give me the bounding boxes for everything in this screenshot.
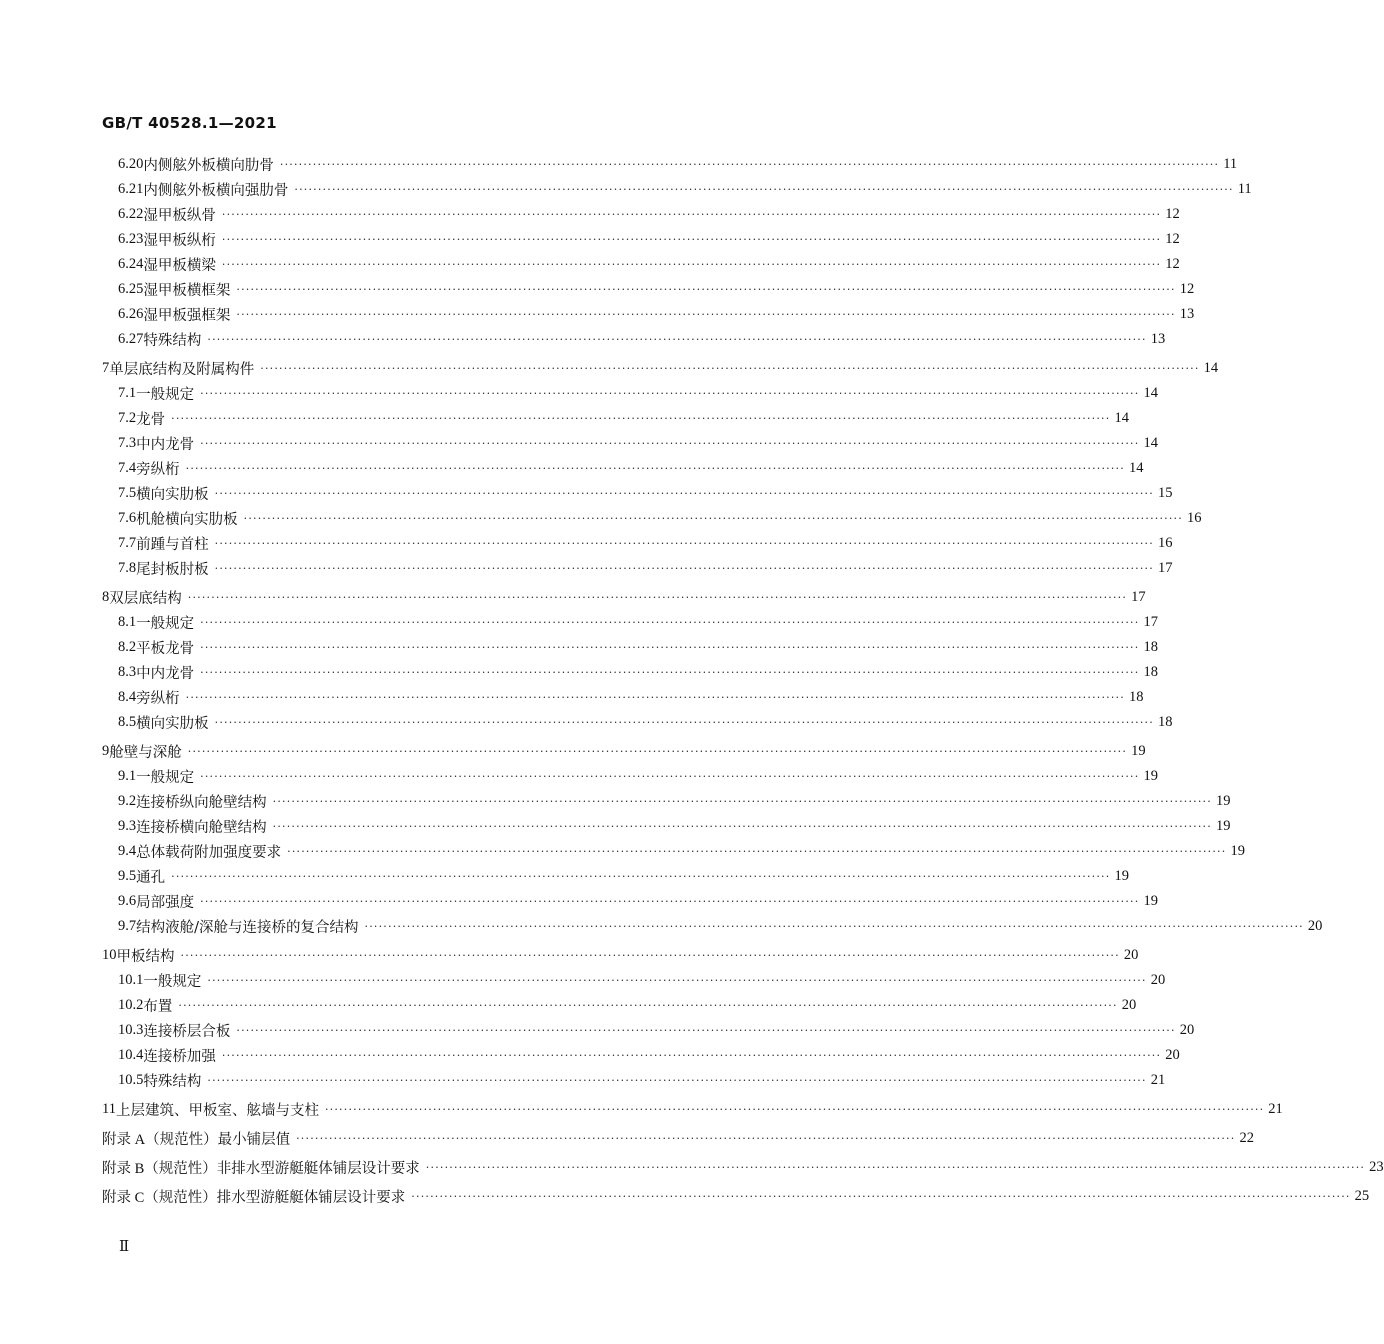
toc-entry-title: 湿甲板强框架 [143,307,231,324]
toc-entry[interactable] [118,995,1137,1015]
toc-leader-dots: ········································································································································································································ [200,894,1140,908]
toc-entry-page: 20 [1123,946,1139,963]
toc-leader-dots: ········································································································································································································ [200,640,1140,654]
toc-leader-dots: ········································································································································································································ [287,844,1227,858]
toc-leader-dots: ········································································································································································································ [214,561,1154,575]
toc-entry[interactable] [118,433,1158,453]
toc-entry-number: 附录 B（规范性） [102,1160,217,1177]
toc-leader-dots: ········································································································································································································ [185,690,1125,704]
toc-entry-number: 7.3 [118,434,137,451]
toc-entry-title: 中内龙骨 [136,436,195,453]
toc-entry-page: 20 [1165,1046,1180,1063]
toc-entry-title: 舱壁与深舱 [109,744,182,761]
toc-entry-title: 一般规定 [136,769,195,786]
toc-entry-number: 10.1 [118,971,144,988]
toc-entry-title: 连接桥层合板 [143,1023,231,1040]
toc-entry[interactable] [102,1128,1254,1148]
toc-entry[interactable] [118,204,1180,224]
toc-leader-dots: ········································································································································································································ [200,436,1140,450]
toc-leader-dots: ········································································································································································································ [178,998,1118,1012]
toc-entry-number: 8.4 [118,688,137,705]
toc-entry-page: 18 [1143,663,1158,680]
toc-entry[interactable] [118,916,1323,936]
toc-leader-dots: ········································································································································································································ [185,461,1125,475]
toc-entry[interactable] [118,408,1129,428]
toc-entry-title: 布置 [143,998,173,1015]
toc-entry-number: 附录 C（规范性） [102,1189,217,1206]
toc-entry[interactable] [118,816,1231,836]
toc-entry[interactable] [118,766,1158,786]
toc-entry-title: 特殊结构 [143,1073,202,1090]
toc-leader-dots: ········································································································································································································ [187,744,1128,758]
toc-entry-page: 18 [1143,638,1158,655]
toc-entry-number: 10.4 [118,1046,144,1063]
toc-entry-number: 8.5 [118,713,137,730]
toc-leader-dots: ········································································································································································································ [221,1048,1162,1062]
toc-entry[interactable] [102,1186,1370,1206]
toc-entry-title: 一般规定 [143,973,202,990]
toc-entry-page: 12 [1179,280,1195,297]
toc-entry-title: 湿甲板纵桁 [143,232,216,249]
toc-entry[interactable] [118,558,1173,578]
toc-entry-page: 14 [1203,359,1219,376]
toc-entry[interactable] [118,304,1195,324]
toc-entry-title: 甲板结构 [116,948,175,965]
toc-leader-dots: ········································································································································································································ [207,1073,1147,1087]
toc-entry-page: 14 [1143,434,1158,451]
toc-entry[interactable] [118,970,1166,990]
toc-entry-title: 龙骨 [136,411,166,428]
toc-entry-number: 9.4 [118,842,137,859]
toc-entry-number: 7.6 [118,509,137,526]
toc-entry-number: 6.26 [118,305,144,322]
toc-entry-title: 总体载荷附加强度要求 [136,844,282,861]
toc-entry-title: 旁纵桁 [136,690,180,707]
toc-entry-title: 连接桥加强 [143,1048,216,1065]
toc-entry-title: 内侧舷外板横向强肋骨 [143,182,289,199]
toc-entry-title: 前踵与首柱 [136,536,209,553]
toc-entry-page: 16 [1186,509,1202,526]
toc-entry-title: 单层底结构及附属构件 [109,361,255,378]
toc-entry-number: 8.2 [118,638,137,655]
toc-entry-number: 8.3 [118,663,137,680]
toc-entry-page: 21 [1268,1100,1283,1117]
toc-entry[interactable] [118,1045,1180,1065]
toc-entry[interactable] [118,508,1202,528]
toc-leader-dots: ········································································································································································································ [272,819,1212,833]
toc-entry-number: 7.7 [118,534,137,551]
toc-entry[interactable] [118,279,1195,299]
toc-entry[interactable] [118,329,1166,349]
toc-entry-number: 10.2 [118,996,144,1013]
toc-entry-title: 横向实肋板 [136,715,209,732]
toc-entry[interactable] [102,587,1146,607]
toc-entry[interactable] [118,458,1144,478]
toc-entry-number: 6.27 [118,330,144,347]
toc-entry-title: 非排水型游艇艇体铺层设计要求 [216,1160,420,1177]
toc-entry-page: 17 [1131,588,1146,605]
toc-entry-title: 内侧舷外板横向肋骨 [143,157,274,174]
toc-entry-title: 机舱横向实肋板 [136,511,238,528]
toc-leader-dots: ········································································································································································································ [200,386,1140,400]
toc-leader-dots: ········································································································································································································ [324,1102,1265,1116]
toc-entry-title: 连接桥横向舱壁结构 [136,819,267,836]
toc-entry-title: 横向实肋板 [136,486,209,503]
toc-entry-page: 13 [1150,330,1166,347]
toc-leader-dots: ········································································································································································································ [187,590,1128,604]
toc-entry-number: 9 [102,742,110,759]
toc-entry[interactable] [118,179,1252,199]
toc-entry-number: 7.4 [118,459,137,476]
toc-leader-dots: ········································································································································································································ [243,511,1183,525]
toc-entry[interactable] [118,662,1158,682]
toc-entry-page: 20 [1307,917,1323,934]
toc-entry[interactable] [118,483,1173,503]
page-folio: Ⅱ [119,1239,130,1255]
toc-entry[interactable] [118,791,1231,811]
toc-leader-dots: ········································································································································································································ [272,794,1212,808]
toc-entry-number: 9.2 [118,792,137,809]
toc-entry[interactable] [102,741,1146,761]
toc-entry[interactable] [118,891,1158,911]
toc-leader-dots: ········································································································································································································ [236,282,1176,296]
toc-entry-page: 11 [1237,180,1252,197]
toc-leader-dots: ········································································································································································································ [200,665,1140,679]
toc-leader-dots: ········································································································································································································ [364,919,1304,933]
toc-entry[interactable] [118,533,1173,553]
toc-entry-page: 12 [1165,255,1180,272]
toc-leader-dots: ········································································································································································································ [200,769,1140,783]
toc-entry-page: 22 [1239,1129,1254,1146]
toc-entry-number: 7.1 [118,384,137,401]
toc-entry-page: 16 [1157,534,1173,551]
toc-entry-number: 6.25 [118,280,144,297]
toc-leader-dots: ········································································································································································································ [214,486,1154,500]
toc-entry-title: 湿甲板横框架 [143,282,231,299]
toc-entry-number: 6.23 [118,230,144,247]
toc-entry-page: 15 [1157,484,1173,501]
toc-leader-dots: ········································································································································································································ [171,411,1111,425]
toc-entry-number: 6.21 [118,180,144,197]
toc-entry-page: 20 [1150,971,1166,988]
toc-leader-dots: ········································································································································································································ [279,157,1220,171]
toc-entry[interactable] [118,1070,1166,1090]
toc-leader-dots: ········································································································································································································ [207,332,1147,346]
toc-entry-title: 中内龙骨 [136,665,195,682]
toc-entry-page: 20 [1179,1021,1195,1038]
toc-entry-number: 11 [102,1100,116,1117]
toc-entry-page: 19 [1215,817,1231,834]
toc-leader-dots: ········································································································································································································ [236,307,1176,321]
toc-entry-title: 一般规定 [136,615,195,632]
toc-entry-page: 17 [1143,613,1158,630]
toc-entry-page: 12 [1165,230,1180,247]
toc-entry-page: 17 [1157,559,1173,576]
toc-entry-title: 平板龙骨 [136,640,195,657]
toc-entry-title: 特殊结构 [143,332,202,349]
toc-leader-dots: ········································································································································································································ [221,207,1162,221]
toc-entry-page: 14 [1143,384,1158,401]
toc-entry[interactable] [118,866,1129,886]
toc-entry-title: 湿甲板纵骨 [143,207,216,224]
toc-entry-title: 局部强度 [136,894,195,911]
toc-entry[interactable] [102,358,1219,378]
toc-entry-number: 9.5 [118,867,137,884]
toc-entry-title: 上层建筑、甲板室、舷墙与支柱 [115,1102,319,1119]
toc-entry-number: 9.1 [118,767,137,784]
toc-entry-title: 一般规定 [136,386,195,403]
toc-entry-number: 6.24 [118,255,144,272]
toc-entry-title: 双层底结构 [109,590,182,607]
toc-entry[interactable] [118,612,1158,632]
toc-entry-number: 8 [102,588,110,605]
toc-entry-page: 11 [1223,155,1238,172]
toc-entry[interactable] [118,229,1180,249]
toc-leader-dots: ········································································································································································································ [171,869,1111,883]
toc-entry-title: 最小铺层值 [217,1131,291,1148]
toc-entry-page: 19 [1114,867,1129,884]
toc-entry[interactable] [118,1020,1195,1040]
toc-entry[interactable] [118,687,1144,707]
toc-entry[interactable] [118,712,1173,732]
toc-entry[interactable] [118,154,1238,174]
toc-entry-page: 14 [1114,409,1129,426]
toc-entry-number: 8.1 [118,613,137,630]
toc-entry-page: 19 [1143,767,1158,784]
toc-leader-dots: ········································································································································································································ [214,715,1154,729]
toc-entry-page: 18 [1128,688,1144,705]
toc-entry-number: 9.7 [118,917,137,934]
toc-entry-number: 7.2 [118,409,137,426]
toc-leader-dots: ········································································································································································································ [411,1189,1351,1203]
toc-leader-dots: ········································································································································································································ [236,1023,1176,1037]
toc-entry[interactable] [118,254,1180,274]
toc-leader-dots: ········································································································································································································ [200,615,1140,629]
toc-entry-number: 10.5 [118,1071,144,1088]
toc-entry-page: 21 [1150,1071,1166,1088]
toc-entry-number: 7.5 [118,484,137,501]
toc-entry-number: 9.6 [118,892,137,909]
toc-entry-page: 19 [1215,792,1231,809]
toc-entry[interactable] [102,945,1139,965]
toc-entry[interactable] [102,1099,1283,1119]
toc-entry-number: 6.22 [118,205,144,222]
toc-entry-page: 12 [1165,205,1180,222]
toc-entry-title: 旁纵桁 [136,461,180,478]
toc-leader-dots: ········································································································································································································ [296,1131,1236,1145]
standard-code: GB/T 40528.1—2021 [102,114,277,132]
toc-entry-page: 18 [1157,713,1173,730]
toc-entry-number: 6.20 [118,155,144,172]
toc-entry-page: 13 [1179,305,1195,322]
toc-leader-dots: ········································································································································································································ [214,536,1154,550]
toc-entry-number: 7.8 [118,559,137,576]
toc-entry[interactable] [118,637,1158,657]
toc-entry-number: 10 [102,946,117,963]
toc-leader-dots: ········································································································································································································ [425,1160,1366,1174]
toc-entry-page: 20 [1121,996,1137,1013]
toc-entry-number: 9.3 [118,817,137,834]
toc-entry-title: 连接桥纵向舱壁结构 [136,794,267,811]
toc-entry-page: 14 [1128,459,1144,476]
toc-entry-number: 附录 A（规范性） [102,1131,218,1148]
toc-entry[interactable] [102,1157,1384,1177]
toc-leader-dots: ········································································································································································································ [180,948,1120,962]
toc-entry-page: 23 [1369,1158,1384,1175]
toc-leader-dots: ········································································································································································································ [221,257,1162,271]
toc-entry-page: 19 [1230,842,1245,859]
toc-entry-title: 结构液舱/深舱与连接桥的复合结构 [136,919,359,936]
toc-leader-dots: ········································································································································································································ [221,232,1162,246]
toc-entry-title: 排水型游艇艇体铺层设计要求 [216,1189,406,1206]
toc-entry-page: 19 [1143,892,1158,909]
toc-entry-title: 湿甲板横梁 [143,257,216,274]
toc-entry-number: 10.3 [118,1021,144,1038]
toc-entry-title: 尾封板肘板 [136,561,209,578]
toc-entry-number: 7 [102,359,110,376]
toc-leader-dots: ········································································································································································································ [294,182,1234,196]
toc-entry-page: 25 [1354,1187,1370,1204]
toc-leader-dots: ········································································································································································································ [260,361,1200,375]
toc-leader-dots: ········································································································································································································ [207,973,1147,987]
toc-entry[interactable] [118,841,1245,861]
toc-entry-title: 通孔 [136,869,166,886]
toc-entry[interactable] [118,383,1158,403]
toc-entry-page: 19 [1131,742,1146,759]
